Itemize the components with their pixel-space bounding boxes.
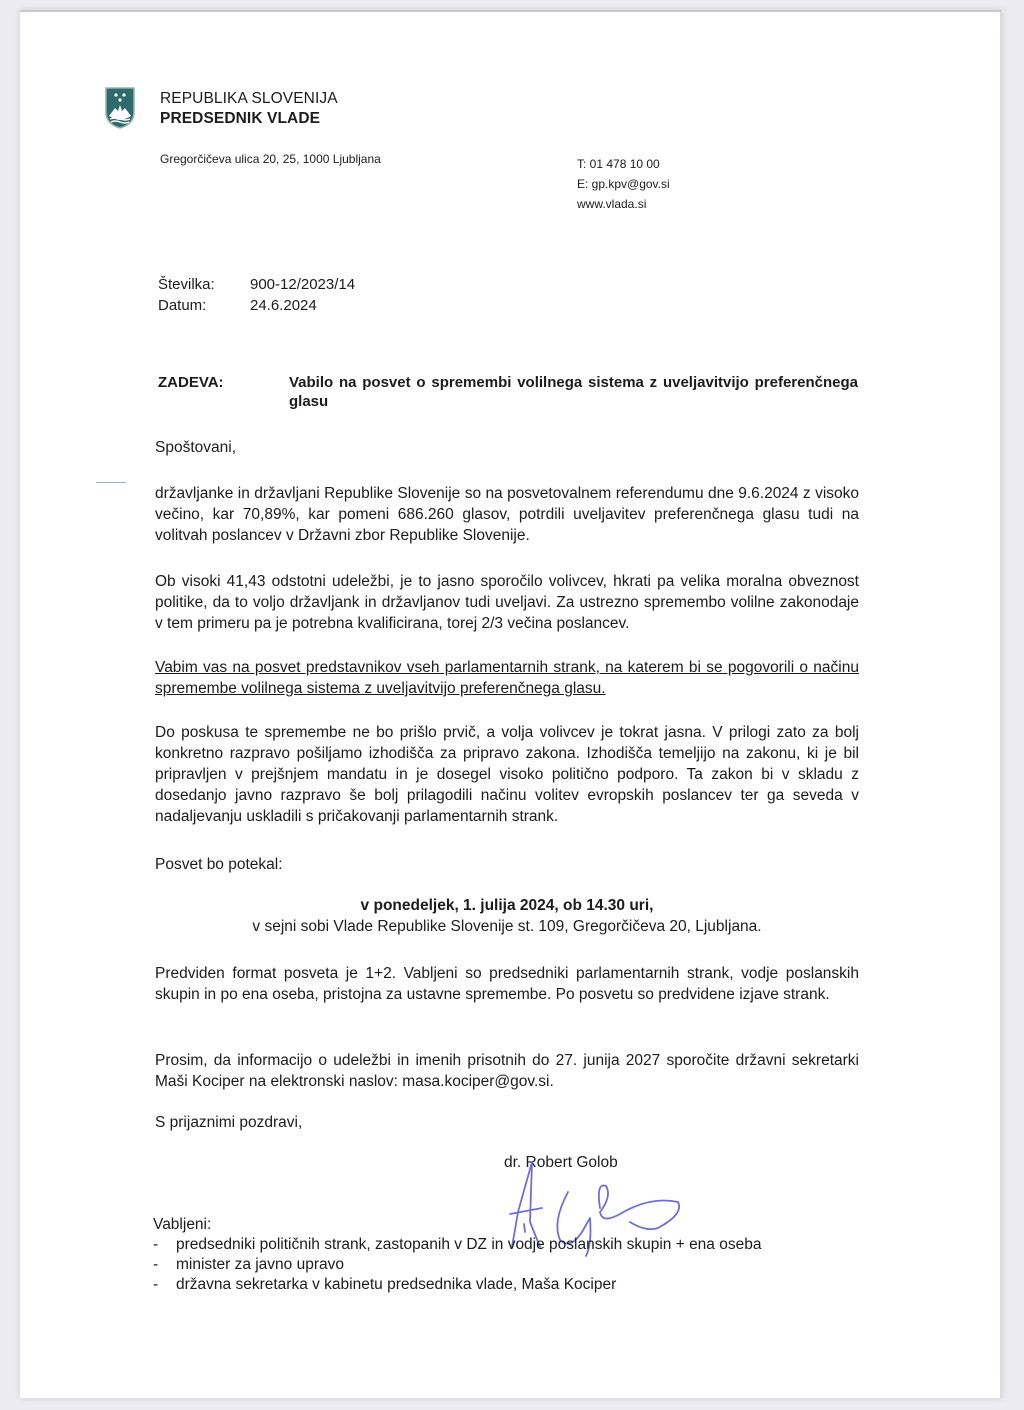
invited-item-text: državna sekretarka v kabinetu predsednika vlade, Maša Kociper	[176, 1276, 617, 1293]
organization-name	[160, 89, 338, 129]
paragraph-background: Do poskusa te spremembe ne bo prišlo prvič, a volja volivcev je tokrat jasna. V prilogi zato za bolj konkretno razpravo pošiljamo izhodišča za pripravo zakona. Izhodišča temeljijo na zakonu, ki je bil pripravljen v prejšnjem mandatu in je dosegel visoko politično podporo. Ta zakon bi v skladu z dosedanjo javno razpravo še bolj prilagodili načinu volitev evropskih poslancev ter ga seveda v nadaljevanju uskladili s pričakovanji parlamentarnih strank.	[155, 724, 859, 825]
subject-label: ZADEVA:	[158, 374, 224, 391]
invited-item	[153, 1235, 761, 1255]
greeting: Spoštovani,	[155, 439, 236, 456]
coat-of-arms-icon	[104, 86, 136, 130]
paragraph-request: Prosim, da informacijo o udeležbi in imenih prisotnih do 27. junija 2027 sporočite državni sekretarki Maši Kociper na elektronski naslov: masa.kociper@gov.si.	[155, 1052, 859, 1090]
invited-item	[153, 1255, 761, 1275]
subject-line	[158, 373, 858, 411]
invited-item	[153, 1275, 761, 1295]
closing: S prijaznimi pozdravi,	[155, 1114, 303, 1131]
signer-name: dr. Robert Golob	[504, 1154, 618, 1171]
bullet-dash: -	[153, 1276, 159, 1293]
event-when: v ponedeljek, 1. julija 2024, ob 14.30 uri,	[360, 897, 654, 914]
date-value: 24.6.2024	[250, 297, 317, 314]
paragraph-format: Predviden format posveta je 1+2. Vabljeni so predsedniki parlamentarnih strank, vodje poslanskih skupin in po ena oseba, pristojna za ustavne spremembe. Po posvetu so predvidene izjave strank.	[155, 965, 859, 1003]
document-meta	[158, 274, 355, 316]
invited-label: Vabljeni:	[153, 1216, 212, 1233]
sender-address: Gregorčičeva ulica 20, 25, 1000 Ljubljana	[160, 152, 381, 166]
bullet-dash: -	[153, 1236, 159, 1253]
paragraph-turnout: Ob visoki 41,43 odstotni udeležbi, je to jasno sporočilo volivcev, hkrati pa velika moralna obveznost politike, da to voljo državljank in državljanov tudi uveljavi. Za ustrezno spremembo volilne zakonodaje v tem primeru pa je potrebna kvalificirana, torej 2/3 večina poslancev.	[155, 573, 859, 632]
contact-block	[577, 154, 670, 214]
margin-mark	[96, 482, 126, 483]
subject-text: Vabilo na posvet o spremembi volilnega sistema z uveljavitvijo preferenčnega glasu	[289, 374, 858, 410]
paragraph-meeting-intro: Posvet bo potekal:	[155, 856, 283, 873]
invited-list	[153, 1215, 761, 1295]
date-row	[158, 295, 355, 316]
email[interactable]: E: gp.kpv@gov.si	[577, 177, 670, 191]
paragraph-invitation: Vabim vas na posvet predstavnikov vseh parlamentarnih strank, na katerem bi se pogovorili o načinu spremembe volilnega sistema z uveljavitvijo preferenčnega glasu.	[155, 659, 859, 697]
letter-page	[20, 10, 1002, 1398]
bullet-dash: -	[153, 1256, 159, 1273]
invited-item-text: minister za javno upravo	[176, 1256, 344, 1273]
date-label: Datum:	[158, 297, 207, 314]
event-details	[155, 895, 859, 937]
invited-item-text: predsedniki političnih strank, zastopanih v DZ in vodje poslanskih skupin + ena oseba	[176, 1236, 762, 1253]
org-line-2: PREDSEDNIK VLADE	[160, 110, 321, 127]
phone: T: 01 478 10 00	[577, 157, 660, 171]
org-line-1: REPUBLIKA SLOVENIJA	[160, 90, 338, 107]
number-label: Številka:	[158, 276, 215, 293]
paragraph-referendum: državljanke in državljani Republike Slovenije so na posvetovalnem referendumu dne 9.6.2024 z visoko večino, kar 70,89%, kar pomeni 686.260 glasov, potrdili uveljavitev preferenčnega glasu tudi na volitvah poslancev v Državni zbor Republike Slovenije.	[155, 485, 859, 544]
event-where: v sejni sobi Vlade Republike Slovenije st. 109, Gregorčičeva 20, Ljubljana.	[252, 918, 762, 935]
number-row	[158, 274, 355, 295]
number-value: 900-12/2023/14	[250, 276, 356, 293]
website-link[interactable]: www.vlada.si	[577, 197, 647, 211]
